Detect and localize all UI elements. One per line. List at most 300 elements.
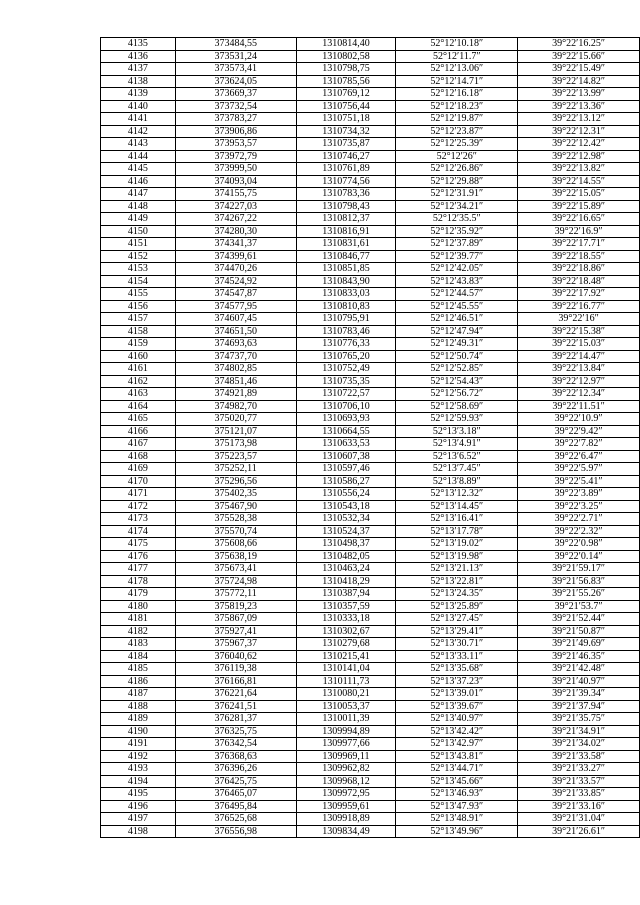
latitude-cell: 52°13′21.13″	[396, 563, 518, 576]
latitude-cell: 52°12′56.72″	[396, 388, 518, 401]
latitude-cell: 52°12′50.74″	[396, 350, 518, 363]
latitude-cell: 52°12′29.88″	[396, 175, 518, 188]
y-coordinate-cell: 1310357,59	[296, 600, 396, 613]
table-row	[101, 213, 640, 226]
table-row	[101, 138, 640, 151]
table-row	[101, 650, 640, 663]
point-number-cell: 4138	[101, 75, 176, 88]
longitude-cell: 39°21′50.87″	[518, 625, 640, 638]
latitude-cell: 52°13′22.81″	[396, 575, 518, 588]
latitude-cell: 52°12′13.06″	[396, 63, 518, 76]
latitude-cell: 52°13′8.89″	[396, 475, 518, 488]
x-coordinate-cell: 373484,55	[175, 38, 296, 51]
x-coordinate-cell: 374341,37	[175, 238, 296, 251]
longitude-cell: 39°22′12.42″	[518, 138, 640, 151]
x-coordinate-cell: 374607,45	[175, 313, 296, 326]
x-coordinate-cell: 375673,41	[175, 563, 296, 576]
point-number-cell: 4146	[101, 175, 176, 188]
y-coordinate-cell: 1310011,39	[296, 713, 396, 726]
table-row	[101, 600, 640, 613]
latitude-cell: 52°12′52.85″	[396, 363, 518, 376]
x-coordinate-cell: 375608,66	[175, 538, 296, 551]
x-coordinate-cell: 374227,03	[175, 200, 296, 213]
point-number-cell: 4191	[101, 738, 176, 751]
point-number-cell: 4186	[101, 675, 176, 688]
point-number-cell: 4188	[101, 700, 176, 713]
point-number-cell: 4193	[101, 763, 176, 776]
latitude-cell: 52°12′45.55″	[396, 300, 518, 313]
table-row	[101, 38, 640, 51]
y-coordinate-cell: 1310783,36	[296, 188, 396, 201]
longitude-cell: 39°22′16″	[518, 313, 640, 326]
x-coordinate-cell: 376368,63	[175, 750, 296, 763]
table-row	[101, 300, 640, 313]
y-coordinate-cell: 1309968,12	[296, 775, 396, 788]
longitude-cell: 39°21′34.02″	[518, 738, 640, 751]
coordinates-table-body	[101, 38, 640, 838]
point-number-cell: 4180	[101, 600, 176, 613]
x-coordinate-cell: 376556,98	[175, 825, 296, 838]
table-row	[101, 275, 640, 288]
y-coordinate-cell: 1310843,90	[296, 275, 396, 288]
table-row	[101, 563, 640, 576]
latitude-cell: 52°12′59.93″	[396, 413, 518, 426]
table-row	[101, 313, 640, 326]
y-coordinate-cell: 1310769,12	[296, 88, 396, 101]
longitude-cell: 39°21′31.04″	[518, 813, 640, 826]
longitude-cell: 39°21′33.57″	[518, 775, 640, 788]
latitude-cell: 52°13′46.93″	[396, 788, 518, 801]
x-coordinate-cell: 376040,62	[175, 650, 296, 663]
latitude-cell: 52°13′45.66″	[396, 775, 518, 788]
table-row	[101, 550, 640, 563]
x-coordinate-cell: 376495,84	[175, 800, 296, 813]
longitude-cell: 39°21′37.94″	[518, 700, 640, 713]
x-coordinate-cell: 375967,37	[175, 638, 296, 651]
y-coordinate-cell: 1310812,37	[296, 213, 396, 226]
longitude-cell: 39°22′11.51″	[518, 400, 640, 413]
y-coordinate-cell: 1310774,56	[296, 175, 396, 188]
y-coordinate-cell: 1310846,77	[296, 250, 396, 263]
point-number-cell: 4145	[101, 163, 176, 176]
x-coordinate-cell: 373972,79	[175, 150, 296, 163]
table-row	[101, 725, 640, 738]
longitude-cell: 39°22′16.65″	[518, 213, 640, 226]
longitude-cell: 39°22′15.05″	[518, 188, 640, 201]
longitude-cell: 39°22′17.71″	[518, 238, 640, 251]
y-coordinate-cell: 1309918,89	[296, 813, 396, 826]
point-number-cell: 4172	[101, 500, 176, 513]
y-coordinate-cell: 1310735,87	[296, 138, 396, 151]
y-coordinate-cell: 1310814,40	[296, 38, 396, 51]
table-row	[101, 813, 640, 826]
y-coordinate-cell: 1310833,03	[296, 288, 396, 301]
table-row	[101, 438, 640, 451]
table-row	[101, 575, 640, 588]
point-number-cell: 4144	[101, 150, 176, 163]
longitude-cell: 39°22′16.77″	[518, 300, 640, 313]
latitude-cell: 52°13′19.98″	[396, 550, 518, 563]
x-coordinate-cell: 374470,26	[175, 263, 296, 276]
longitude-cell: 39°21′55.26″	[518, 588, 640, 601]
latitude-cell: 52°12′47.94″	[396, 325, 518, 338]
y-coordinate-cell: 1309994,89	[296, 725, 396, 738]
latitude-cell: 52°13′48.91″	[396, 813, 518, 826]
x-coordinate-cell: 373669,37	[175, 88, 296, 101]
longitude-cell: 39°22′15.49″	[518, 63, 640, 76]
point-number-cell: 4155	[101, 288, 176, 301]
longitude-cell: 39°22′6.47″	[518, 450, 640, 463]
y-coordinate-cell: 1310746,27	[296, 150, 396, 163]
point-number-cell: 4137	[101, 63, 176, 76]
x-coordinate-cell: 374524,92	[175, 275, 296, 288]
longitude-cell: 39°22′13.84″	[518, 363, 640, 376]
x-coordinate-cell: 376465,07	[175, 788, 296, 801]
y-coordinate-cell: 1310532,34	[296, 513, 396, 526]
x-coordinate-cell: 375927,41	[175, 625, 296, 638]
table-row	[101, 375, 640, 388]
longitude-cell: 39°22′14.55″	[518, 175, 640, 188]
y-coordinate-cell: 1310279,68	[296, 638, 396, 651]
point-number-cell: 4175	[101, 538, 176, 551]
x-coordinate-cell: 376166,81	[175, 675, 296, 688]
table-row	[101, 800, 640, 813]
table-row	[101, 688, 640, 701]
longitude-cell: 39°22′13.12″	[518, 113, 640, 126]
y-coordinate-cell: 1310798,43	[296, 200, 396, 213]
x-coordinate-cell: 374737,70	[175, 350, 296, 363]
y-coordinate-cell: 1310418,29	[296, 575, 396, 588]
y-coordinate-cell: 1309969,11	[296, 750, 396, 763]
table-row	[101, 525, 640, 538]
point-number-cell: 4160	[101, 350, 176, 363]
longitude-cell: 39°21′26.61″	[518, 825, 640, 838]
x-coordinate-cell: 376396,26	[175, 763, 296, 776]
latitude-cell: 52°12′35.5″	[396, 213, 518, 226]
longitude-cell: 39°21′33.85″	[518, 788, 640, 801]
latitude-cell: 52°13′30.71″	[396, 638, 518, 651]
x-coordinate-cell: 374651,50	[175, 325, 296, 338]
point-number-cell: 4148	[101, 200, 176, 213]
latitude-cell: 52°12′39.77″	[396, 250, 518, 263]
latitude-cell: 52°13′39.67″	[396, 700, 518, 713]
point-number-cell: 4179	[101, 588, 176, 601]
point-number-cell: 4150	[101, 225, 176, 238]
longitude-cell: 39°22′18.55″	[518, 250, 640, 263]
latitude-cell: 52°12′44.57″	[396, 288, 518, 301]
point-number-cell: 4173	[101, 513, 176, 526]
point-number-cell: 4184	[101, 650, 176, 663]
table-row	[101, 513, 640, 526]
table-row	[101, 263, 640, 276]
x-coordinate-cell: 373531,24	[175, 50, 296, 63]
y-coordinate-cell: 1310798,75	[296, 63, 396, 76]
latitude-cell: 52°12′26.86″	[396, 163, 518, 176]
x-coordinate-cell: 374982,70	[175, 400, 296, 413]
point-number-cell: 4142	[101, 125, 176, 138]
point-number-cell: 4195	[101, 788, 176, 801]
point-number-cell: 4167	[101, 438, 176, 451]
x-coordinate-cell: 375528,38	[175, 513, 296, 526]
x-coordinate-cell: 376221,64	[175, 688, 296, 701]
y-coordinate-cell: 1309962,82	[296, 763, 396, 776]
table-row	[101, 775, 640, 788]
x-coordinate-cell: 376425,75	[175, 775, 296, 788]
latitude-cell: 52°12′16.18″	[396, 88, 518, 101]
x-coordinate-cell: 373573,41	[175, 63, 296, 76]
x-coordinate-cell: 375570,74	[175, 525, 296, 538]
point-number-cell: 4168	[101, 450, 176, 463]
longitude-cell: 39°22′12.97″	[518, 375, 640, 388]
latitude-cell: 52°12′42.05″	[396, 263, 518, 276]
table-row	[101, 825, 640, 838]
y-coordinate-cell: 1310463,24	[296, 563, 396, 576]
latitude-cell: 52°13′44.71″	[396, 763, 518, 776]
table-row	[101, 713, 640, 726]
table-row	[101, 475, 640, 488]
latitude-cell: 52°13′24.35″	[396, 588, 518, 601]
longitude-cell: 39°21′46.35″	[518, 650, 640, 663]
table-row	[101, 163, 640, 176]
longitude-cell: 39°22′5.41″	[518, 475, 640, 488]
y-coordinate-cell: 1309834,49	[296, 825, 396, 838]
y-coordinate-cell: 1310498,37	[296, 538, 396, 551]
point-number-cell: 4147	[101, 188, 176, 201]
y-coordinate-cell: 1310776,33	[296, 338, 396, 351]
latitude-cell: 52°13′19.02″	[396, 538, 518, 551]
x-coordinate-cell: 376525,68	[175, 813, 296, 826]
point-number-cell: 4197	[101, 813, 176, 826]
point-number-cell: 4165	[101, 413, 176, 426]
point-number-cell: 4166	[101, 425, 176, 438]
point-number-cell: 4159	[101, 338, 176, 351]
longitude-cell: 39°22′14.47″	[518, 350, 640, 363]
longitude-cell: 39°22′9.42″	[518, 425, 640, 438]
x-coordinate-cell: 374155,75	[175, 188, 296, 201]
table-row	[101, 150, 640, 163]
point-number-cell: 4194	[101, 775, 176, 788]
point-number-cell: 4141	[101, 113, 176, 126]
latitude-cell: 52°13′33.11″	[396, 650, 518, 663]
table-row	[101, 50, 640, 63]
point-number-cell: 4139	[101, 88, 176, 101]
latitude-cell: 52°13′27.45″	[396, 613, 518, 626]
table-row	[101, 425, 640, 438]
y-coordinate-cell: 1310111,73	[296, 675, 396, 688]
x-coordinate-cell: 375467,90	[175, 500, 296, 513]
point-number-cell: 4136	[101, 50, 176, 63]
latitude-cell: 52°13′12.32″	[396, 488, 518, 501]
longitude-cell: 39°22′15.89″	[518, 200, 640, 213]
y-coordinate-cell: 1310765,20	[296, 350, 396, 363]
y-coordinate-cell: 1310633,53	[296, 438, 396, 451]
x-coordinate-cell: 376281,37	[175, 713, 296, 726]
table-row	[101, 288, 640, 301]
longitude-cell: 39°21′53.7″	[518, 600, 640, 613]
point-number-cell: 4163	[101, 388, 176, 401]
y-coordinate-cell: 1310735,35	[296, 375, 396, 388]
point-number-cell: 4135	[101, 38, 176, 51]
table-row	[101, 325, 640, 338]
y-coordinate-cell: 1310080,21	[296, 688, 396, 701]
longitude-cell: 39°21′39.34″	[518, 688, 640, 701]
table-row	[101, 750, 640, 763]
longitude-cell: 39°22′12.34″	[518, 388, 640, 401]
x-coordinate-cell: 374280,30	[175, 225, 296, 238]
table-row	[101, 463, 640, 476]
latitude-cell: 52°12′25.39″	[396, 138, 518, 151]
point-number-cell: 4196	[101, 800, 176, 813]
y-coordinate-cell: 1310751,18	[296, 113, 396, 126]
longitude-cell: 39°22′2.71″	[518, 513, 640, 526]
longitude-cell: 39°21′56.83″	[518, 575, 640, 588]
latitude-cell: 52°12′19.87″	[396, 113, 518, 126]
y-coordinate-cell: 1310543,18	[296, 500, 396, 513]
latitude-cell: 52°13′43.81″	[396, 750, 518, 763]
latitude-cell: 52°13′47.93″	[396, 800, 518, 813]
latitude-cell: 52°12′14.71″	[396, 75, 518, 88]
longitude-cell: 39°21′33.27″	[518, 763, 640, 776]
point-number-cell: 4156	[101, 300, 176, 313]
latitude-cell: 52°13′14.45″	[396, 500, 518, 513]
x-coordinate-cell: 375121,07	[175, 425, 296, 438]
table-row	[101, 450, 640, 463]
point-number-cell: 4185	[101, 663, 176, 676]
latitude-cell: 52°12′43.83″	[396, 275, 518, 288]
x-coordinate-cell: 373732,54	[175, 100, 296, 113]
longitude-cell: 39°22′18.86″	[518, 263, 640, 276]
longitude-cell: 39°21′33.58″	[518, 750, 640, 763]
x-coordinate-cell: 375173,98	[175, 438, 296, 451]
point-number-cell: 4177	[101, 563, 176, 576]
y-coordinate-cell: 1310333,18	[296, 613, 396, 626]
y-coordinate-cell: 1310215,41	[296, 650, 396, 663]
point-number-cell: 4154	[101, 275, 176, 288]
point-number-cell: 4171	[101, 488, 176, 501]
x-coordinate-cell: 375402,35	[175, 488, 296, 501]
table-row	[101, 625, 640, 638]
x-coordinate-cell: 374851,46	[175, 375, 296, 388]
point-number-cell: 4143	[101, 138, 176, 151]
x-coordinate-cell: 375020,77	[175, 413, 296, 426]
point-number-cell: 4158	[101, 325, 176, 338]
longitude-cell: 39°22′16.9″	[518, 225, 640, 238]
y-coordinate-cell: 1310783,46	[296, 325, 396, 338]
y-coordinate-cell: 1310802,58	[296, 50, 396, 63]
latitude-cell: 52°12′26″	[396, 150, 518, 163]
table-row	[101, 125, 640, 138]
x-coordinate-cell: 373783,27	[175, 113, 296, 126]
x-coordinate-cell: 375819,23	[175, 600, 296, 613]
longitude-cell: 39°21′42.48″	[518, 663, 640, 676]
latitude-cell: 52°12′35.92″	[396, 225, 518, 238]
latitude-cell: 52°13′37.23″	[396, 675, 518, 688]
latitude-cell: 52°13′25.89″	[396, 600, 518, 613]
table-row	[101, 500, 640, 513]
table-row	[101, 350, 640, 363]
table-row	[101, 763, 640, 776]
latitude-cell: 52°13′6.52″	[396, 450, 518, 463]
latitude-cell: 52°13′7.45″	[396, 463, 518, 476]
longitude-cell: 39°22′12.98″	[518, 150, 640, 163]
longitude-cell: 39°22′12.31″	[518, 125, 640, 138]
longitude-cell: 39°22′2.32″	[518, 525, 640, 538]
x-coordinate-cell: 374693,63	[175, 338, 296, 351]
x-coordinate-cell: 373624,05	[175, 75, 296, 88]
longitude-cell: 39°22′3.89″	[518, 488, 640, 501]
x-coordinate-cell: 376325,75	[175, 725, 296, 738]
longitude-cell: 39°22′15.66″	[518, 50, 640, 63]
y-coordinate-cell: 1310693,93	[296, 413, 396, 426]
table-row	[101, 788, 640, 801]
latitude-cell: 52°13′3.18″	[396, 425, 518, 438]
latitude-cell: 52°13′40.97″	[396, 713, 518, 726]
x-coordinate-cell: 373906,86	[175, 125, 296, 138]
y-coordinate-cell: 1310664,55	[296, 425, 396, 438]
table-row	[101, 363, 640, 376]
table-row	[101, 175, 640, 188]
latitude-cell: 52°12′58.69″	[396, 400, 518, 413]
latitude-cell: 52°13′17.78″	[396, 525, 518, 538]
table-row	[101, 113, 640, 126]
y-coordinate-cell: 1310607,38	[296, 450, 396, 463]
y-coordinate-cell: 1310586,27	[296, 475, 396, 488]
x-coordinate-cell: 374921,89	[175, 388, 296, 401]
y-coordinate-cell: 1310706,10	[296, 400, 396, 413]
coordinates-table	[100, 37, 640, 838]
table-row	[101, 63, 640, 76]
longitude-cell: 39°22′5.97″	[518, 463, 640, 476]
latitude-cell: 52°12′10.18″	[396, 38, 518, 51]
latitude-cell: 52°13′49.96″	[396, 825, 518, 838]
table-row	[101, 338, 640, 351]
y-coordinate-cell: 1309972,95	[296, 788, 396, 801]
longitude-cell: 39°22′13.36″	[518, 100, 640, 113]
y-coordinate-cell: 1310795,91	[296, 313, 396, 326]
latitude-cell: 52°12′34.21″	[396, 200, 518, 213]
table-row	[101, 638, 640, 651]
longitude-cell: 39°21′35.75″	[518, 713, 640, 726]
point-number-cell: 4161	[101, 363, 176, 376]
latitude-cell: 52°13′42.42″	[396, 725, 518, 738]
latitude-cell: 52°12′18.23″	[396, 100, 518, 113]
x-coordinate-cell: 376119,38	[175, 663, 296, 676]
table-row	[101, 188, 640, 201]
latitude-cell: 52°13′35.68″	[396, 663, 518, 676]
x-coordinate-cell: 375638,19	[175, 550, 296, 563]
point-number-cell: 4192	[101, 750, 176, 763]
table-row	[101, 700, 640, 713]
x-coordinate-cell: 374802,85	[175, 363, 296, 376]
y-coordinate-cell: 1310734,32	[296, 125, 396, 138]
point-number-cell: 4151	[101, 238, 176, 251]
latitude-cell: 52°13′39.01″	[396, 688, 518, 701]
longitude-cell: 39°22′7.82″	[518, 438, 640, 451]
point-number-cell: 4198	[101, 825, 176, 838]
table-row	[101, 100, 640, 113]
point-number-cell: 4183	[101, 638, 176, 651]
longitude-cell: 39°21′52.44″	[518, 613, 640, 626]
point-number-cell: 4174	[101, 525, 176, 538]
longitude-cell: 39°22′10.9″	[518, 413, 640, 426]
latitude-cell: 52°12′37.89″	[396, 238, 518, 251]
longitude-cell: 39°22′16.25″	[518, 38, 640, 51]
point-number-cell: 4178	[101, 575, 176, 588]
x-coordinate-cell: 375724,98	[175, 575, 296, 588]
table-row	[101, 663, 640, 676]
x-coordinate-cell: 375296,56	[175, 475, 296, 488]
x-coordinate-cell: 374093,04	[175, 175, 296, 188]
